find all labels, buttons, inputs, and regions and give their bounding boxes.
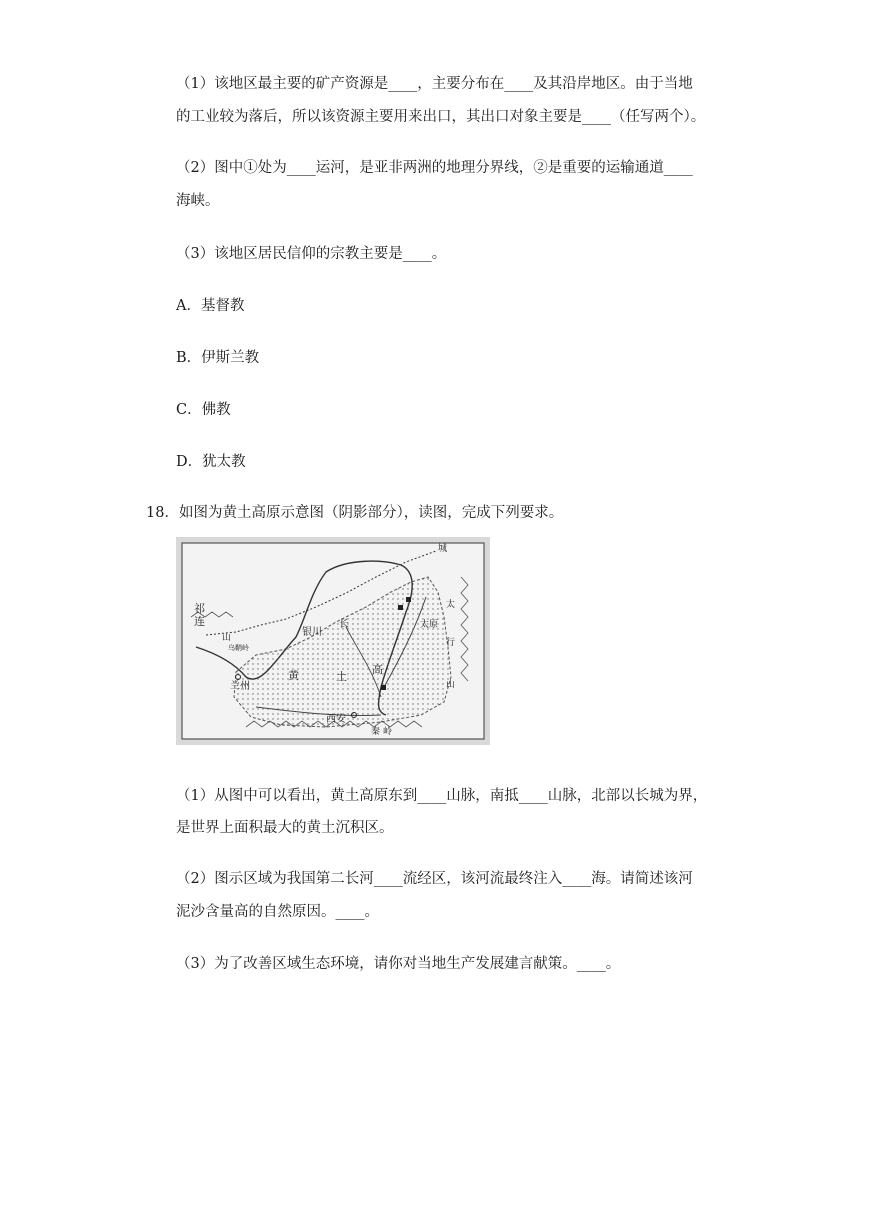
q17-sub2-line1: （2）图中①处为____运河，是亚非两洲的地理分界线，②是重要的运输通道____	[176, 160, 693, 176]
q17-sub1-line2: 的工业较为落后，所以该资源主要用来出口，其出口对象主要是____（任写两个）。	[176, 109, 706, 125]
q17-option-d: D．犹太教	[176, 454, 246, 470]
city-marker	[406, 597, 411, 602]
map-label-qi: 祁	[194, 602, 205, 615]
map-label-taiyuan: 太原	[420, 620, 439, 630]
map-label-xian: 西安	[326, 714, 346, 725]
map-label-chang: 长	[339, 619, 349, 630]
q17-sub3: （3）该地区居民信仰的宗教主要是____。	[176, 246, 447, 262]
map-label-qin: 秦	[371, 727, 381, 737]
map-label-huang: 黄	[288, 669, 299, 682]
q17-sub1-line1: （1）该地区最主要的矿产资源是____，主要分布在____及其沿岸地区。由于当地	[176, 76, 693, 92]
map-label-shan2: 山	[446, 680, 456, 690]
city-marker	[398, 605, 403, 610]
q18-sub2-line2: 泥沙含量高的自然原因。____。	[176, 904, 379, 920]
city-marker	[381, 685, 386, 690]
map-label-ling: 岭	[383, 727, 393, 737]
map-label-shan: 山	[222, 633, 232, 643]
map-label-cheng: 城	[438, 544, 448, 554]
map-label-wushaoling: 乌鞘岭	[228, 644, 249, 652]
map-label-yinchuan: 银川	[302, 627, 322, 638]
map-label-lian: 连	[194, 615, 205, 628]
map-label-lanzhou: 兰州	[230, 681, 250, 692]
q18-sub1-line2: 是世界上面积最大的黄土沉积区。	[176, 820, 394, 836]
loess-plateau-map	[176, 537, 490, 745]
q17-option-a: A．基督教	[176, 298, 245, 314]
loess-plateau-map-svg	[176, 537, 490, 745]
map-label-gao: 高	[372, 663, 383, 676]
map-label-tai: 太	[446, 600, 456, 610]
q18-stem: 18．如图为黄土高原示意图（阴影部分），读图，完成下列要求。	[146, 505, 564, 521]
q18-sub2-line1: （2）图示区域为我国第二长河____流经区，该河流最终注入____海。请简述该河	[176, 871, 693, 887]
map-label-tu: 土	[336, 670, 347, 683]
map-label-hang: 行	[446, 638, 456, 648]
q17-option-c: C．佛教	[176, 402, 231, 418]
q18-sub1-line1: （1）从图中可以看出，黄土高原东到____山脉，南抵____山脉，北部以长城为界，	[176, 788, 708, 804]
q18-sub3: （3）为了改善区域生态环境，请你对当地生产发展建言献策。____。	[176, 956, 621, 972]
q17-option-b: B．伊斯兰教	[176, 350, 260, 366]
q17-sub2-line2: 海峡。	[176, 193, 220, 209]
